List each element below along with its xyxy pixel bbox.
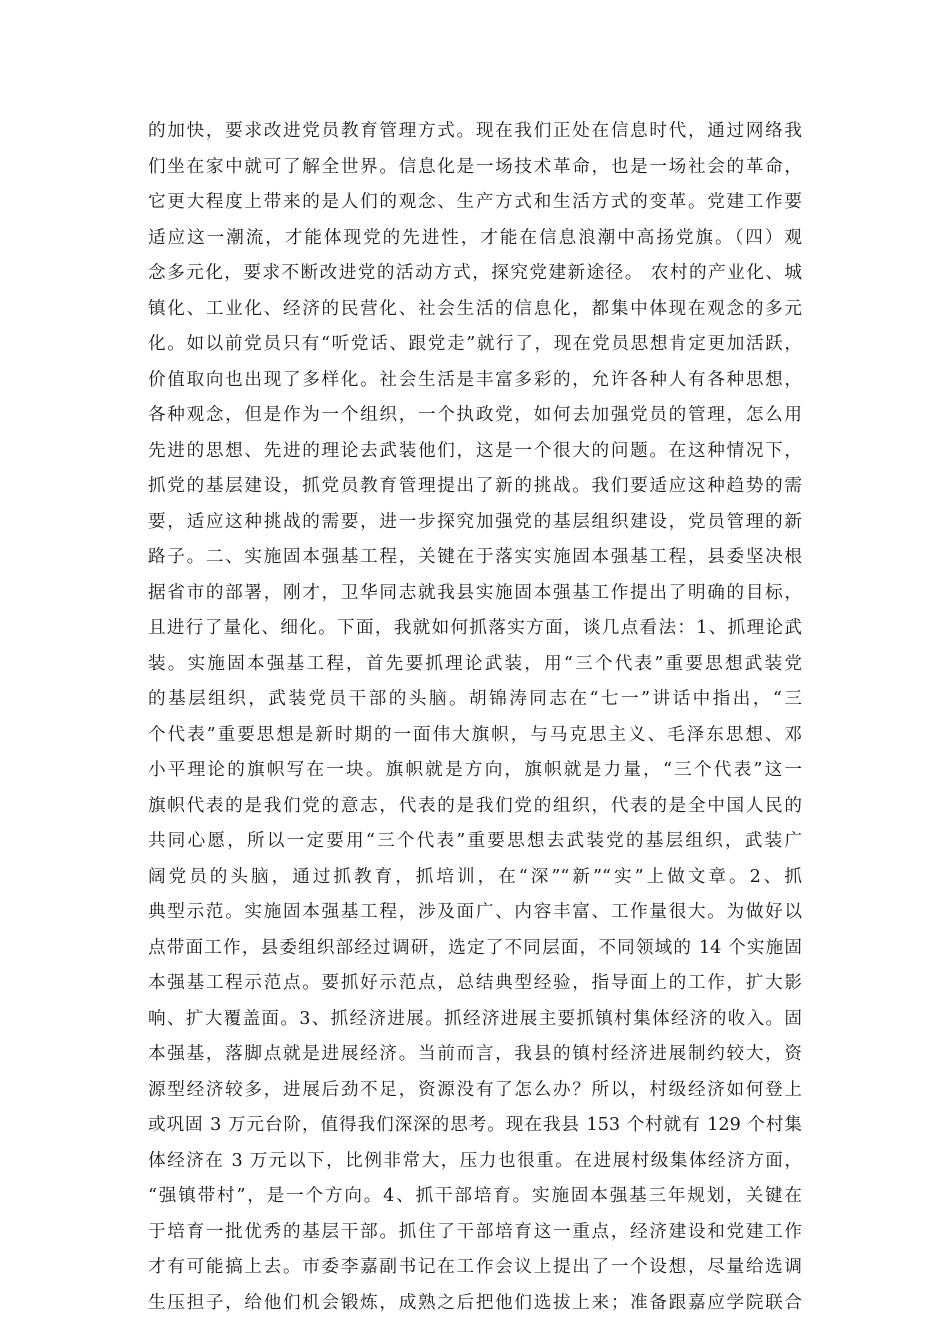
text-line: 各种观念，但是作为一个组织，一个执政党，如何去加强党员的管理，怎么用 xyxy=(148,405,802,425)
text-line: 据省市的部署，刚才，卫华同志就我县实施固本强基工作提出了明确的目标， xyxy=(148,582,802,603)
text-line: 适应这一潮流，才能体现党的先进性，才能在信息浪潮中高扬党旗。（四）观 xyxy=(148,227,802,248)
text-line: 本强基，落脚点就是进展经济。当前而言，我县的镇村经济进展制约较大，资 xyxy=(148,1044,802,1064)
text-line: 旗帜代表的是我们党的意志，代表的是我们党的组织，代表的是全中国人民的 xyxy=(148,795,802,816)
text-line: 路子。二、实施固本强基工程，关键在于落实实施固本强基工程，县委坚决根 xyxy=(148,547,802,567)
text-line: 装。实施固本强基工程，首先要抓理论武装，用“三个代表”重要思想武装党 xyxy=(148,653,802,674)
text-line: 们坐在家中就可了解全世界。信息化是一场技术革命，也是一场社会的革命， xyxy=(148,156,802,177)
text-line: 的基层组织，武装党员干部的头脑。胡锦涛同志在“七一”讲话中指出，“三 xyxy=(148,689,802,709)
text-line: “强镇带村”，是一个方向。4、抓干部培育。实施固本强基三年规划，关键在 xyxy=(148,1186,802,1206)
text-line: 且进行了量化、细化。下面，我就如何抓落实方面，谈几点看法：1、抓理论武 xyxy=(148,618,802,638)
text-line: 体经济在 3 万元以下，比例非常大，压力也很重。在进展村级集体经济方面， xyxy=(148,1150,802,1171)
text-line: 于培育一批优秀的基层干部。抓住了干部培育这一重点，经济建设和党建工作 xyxy=(148,1221,802,1242)
text-line: 响、扩大覆盖面。3、抓经济进展。抓经济进展主要抓镇村集体经济的收入。固 xyxy=(148,1008,802,1029)
text-line: 本强基工程示范点。要抓好示范点，总结典型经验，指导面上的工作，扩大影 xyxy=(148,973,802,993)
text-line: 它更大程度上带来的是人们的观念、生产方式和生活方式的变革。党建工作要 xyxy=(148,192,802,212)
text-line: 生压担子，给他们机会锻炼，成熟之后把他们选拔上来；准备跟嘉应学院联合 xyxy=(148,1292,802,1313)
text-line: 价值取向也出现了多样化。社会生活是丰富多彩的，允许各种人有各种思想， xyxy=(148,369,802,390)
text-line: 典型示范。实施固本强基工程，涉及面广、内容丰富、工作量很大。为做好以 xyxy=(148,902,802,922)
text-line: 念多元化，要求不断改进党的活动方式，探究党建新途径。 农村的产业化、城 xyxy=(148,263,802,283)
text-line: 的加快，要求改进党员教育管理方式。现在我们正处在信息时代，通过网络我 xyxy=(148,121,802,141)
text-line: 或巩固 3 万元台阶，值得我们深深的思考。现在我县 153 个村就有 129 个村集 xyxy=(148,1115,802,1135)
text-line: 源型经济较多，进展后劲不足，资源没有了怎么办？所以，村级经济如何登上 xyxy=(148,1079,802,1100)
text-line: 镇化、工业化、经济的民营化、社会生活的信息化，都集中体现在观念的多元 xyxy=(148,298,802,319)
text-line: 化。如以前党员只有“听党话、跟党走”就行了，现在党员思想肯定更加活跃， xyxy=(148,334,802,354)
text-line: 个代表”重要思想是新时期的一面伟大旗帜，与马克思主义、毛泽东思想、邓 xyxy=(148,724,802,745)
text-line: 阔党员的头脑，通过抓教育，抓培训，在“深”“新”“实”上做文章。2、抓 xyxy=(148,866,802,887)
text-line: 要，适应这种挑战的需要，进一步探究加强党的基层组织建设，党员管理的新 xyxy=(148,511,802,532)
text-line: 先进的思想、先进的理论去武装他们，这是一个很大的问题。在这种情况下， xyxy=(148,440,802,461)
text-line: 小平理论的旗帜写在一块。旗帜就是方向，旗帜就是力量，“三个代表”这一 xyxy=(148,760,802,780)
text-line: 点带面工作，县委组织部经过调研，选定了不同层面，不同领域的 14 个实施固 xyxy=(148,937,802,958)
text-line: 共同心愿，所以一定要用“三个代表”重要思想去武装党的基层组织，武装广 xyxy=(148,831,802,851)
body-text xyxy=(148,114,802,1321)
text-line: 抓党的基层建设，抓党员教育管理提出了新的挑战。我们要适应这种趋势的需 xyxy=(148,476,802,496)
text-line: 才有可能搞上去。市委李嘉副书记在工作会议上提出了一个设想，尽量给选调 xyxy=(148,1257,802,1277)
